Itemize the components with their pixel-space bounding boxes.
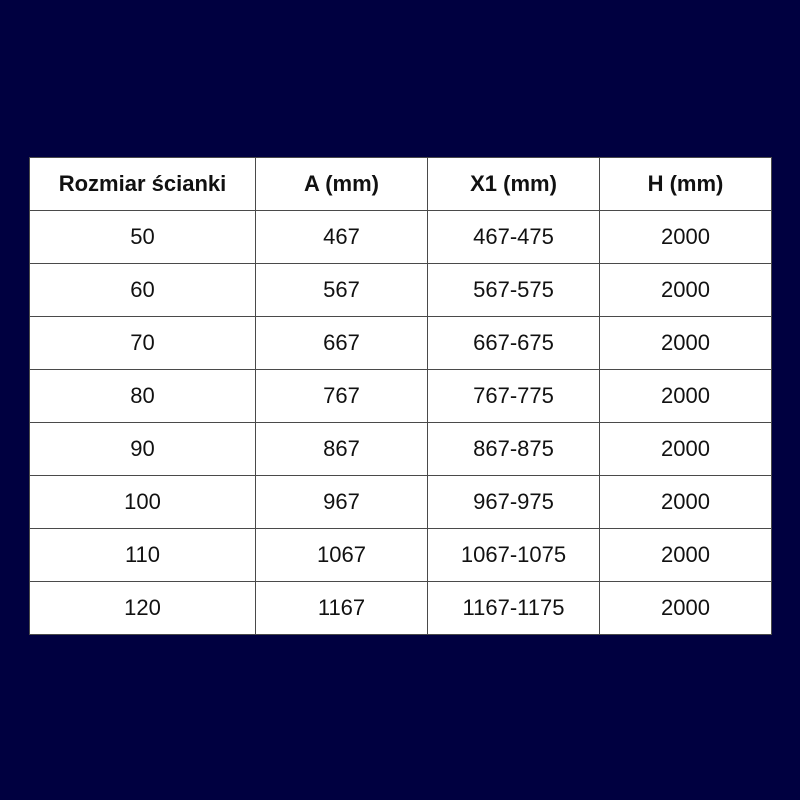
cell-h: 2000 xyxy=(600,529,772,582)
cell-h: 2000 xyxy=(600,264,772,317)
table-row xyxy=(30,264,772,317)
cell-x1: 967-975 xyxy=(428,476,600,529)
cell-a: 1167 xyxy=(256,582,428,635)
cell-x1: 467-475 xyxy=(428,211,600,264)
cell-h: 2000 xyxy=(600,317,772,370)
cell-x1: 1167-1175 xyxy=(428,582,600,635)
header-a: A (mm) xyxy=(256,158,428,211)
cell-a: 767 xyxy=(256,370,428,423)
cell-wall-size: 100 xyxy=(30,476,256,529)
cell-wall-size: 110 xyxy=(30,529,256,582)
cell-x1: 1067-1075 xyxy=(428,529,600,582)
cell-x1: 867-875 xyxy=(428,423,600,476)
header-wall-size: Rozmiar ścianki xyxy=(30,158,256,211)
cell-a: 567 xyxy=(256,264,428,317)
cell-x1: 767-775 xyxy=(428,370,600,423)
cell-a: 967 xyxy=(256,476,428,529)
cell-h: 2000 xyxy=(600,476,772,529)
table-row xyxy=(30,370,772,423)
table-header-row xyxy=(30,158,772,211)
cell-a: 667 xyxy=(256,317,428,370)
cell-a: 467 xyxy=(256,211,428,264)
cell-x1: 667-675 xyxy=(428,317,600,370)
table-row xyxy=(30,211,772,264)
size-table xyxy=(29,157,772,635)
cell-a: 867 xyxy=(256,423,428,476)
cell-h: 2000 xyxy=(600,582,772,635)
cell-wall-size: 50 xyxy=(30,211,256,264)
table-row xyxy=(30,582,772,635)
cell-a: 1067 xyxy=(256,529,428,582)
table-row xyxy=(30,423,772,476)
cell-x1: 567-575 xyxy=(428,264,600,317)
table-row xyxy=(30,476,772,529)
cell-wall-size: 90 xyxy=(30,423,256,476)
cell-wall-size: 70 xyxy=(30,317,256,370)
header-x1: X1 (mm) xyxy=(428,158,600,211)
cell-wall-size: 60 xyxy=(30,264,256,317)
table-row xyxy=(30,529,772,582)
cell-wall-size: 80 xyxy=(30,370,256,423)
cell-h: 2000 xyxy=(600,370,772,423)
header-h: H (mm) xyxy=(600,158,772,211)
cell-h: 2000 xyxy=(600,423,772,476)
cell-wall-size: 120 xyxy=(30,582,256,635)
table-row xyxy=(30,317,772,370)
cell-h: 2000 xyxy=(600,211,772,264)
